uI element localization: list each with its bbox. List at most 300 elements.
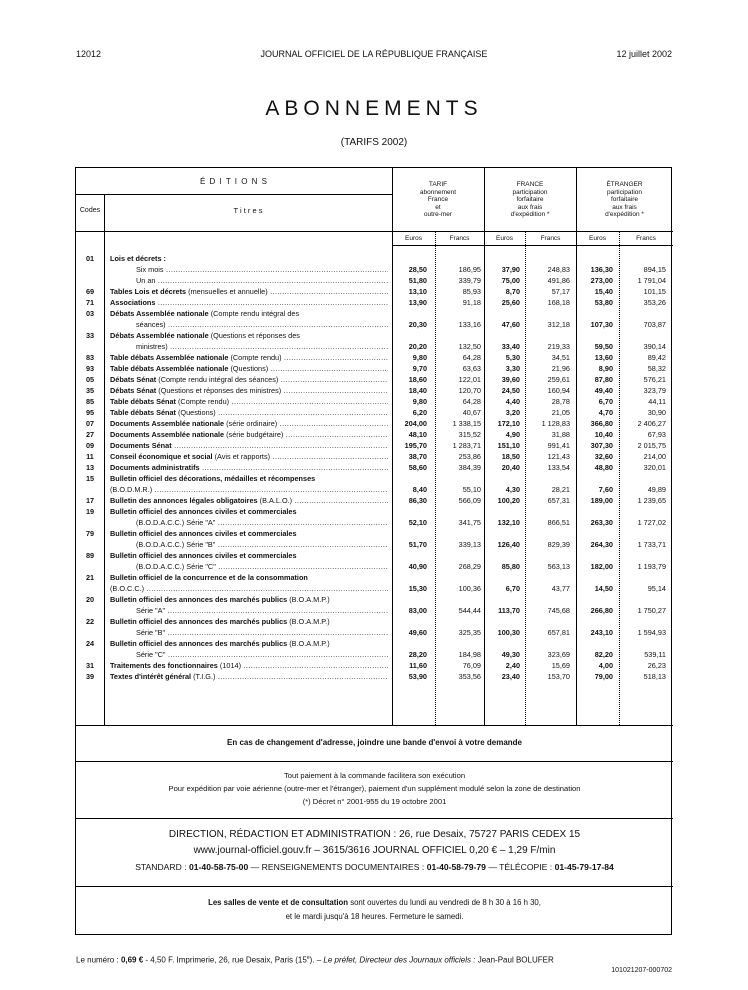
- row-value: 259,61: [547, 375, 570, 384]
- imprint-footer: [76, 955, 672, 965]
- tarif-header-line: et: [435, 203, 441, 211]
- etranger-header-line: d'expédition *: [605, 211, 644, 219]
- row-value: 339,79: [458, 276, 481, 285]
- row-value: 28,20: [408, 650, 427, 659]
- row-value: 353,26: [643, 298, 666, 307]
- row-title-bold: Table débats Assemblée nationale: [110, 353, 229, 362]
- table-row: [76, 561, 673, 572]
- row-title-text: (Questions et réponses des ministres): [156, 386, 282, 395]
- row-title: [110, 462, 388, 473]
- row-value: 76,09: [462, 661, 481, 670]
- unit-francs: Francs: [636, 235, 656, 242]
- row-value: 991,41: [547, 441, 570, 450]
- website-line: www.journal-officiel.gouv.fr – 3615/3616 JOURNAL OFFICIEL 0,20 € – 1,29 F/min: [193, 845, 556, 856]
- document-code: 101021207-000702: [611, 967, 672, 974]
- row-value: 703,87: [643, 320, 666, 329]
- row-value: 341,75: [458, 518, 481, 527]
- payment-line: Tout paiement à la commande facilitera son exécution: [283, 771, 466, 780]
- row-value: 100,30: [497, 628, 520, 637]
- row-value: 657,81: [547, 628, 570, 637]
- row-title-text: (série ordinaire): [224, 419, 278, 428]
- row-title: [110, 583, 388, 594]
- page-subtitle: (TARIFS 2002): [340, 137, 408, 148]
- france-header: [484, 181, 576, 219]
- row-title: [110, 638, 388, 649]
- row-value: 1 239,65: [637, 496, 666, 505]
- row-title-text: Série "C": [136, 650, 166, 659]
- row-title-text: Six mois: [136, 265, 164, 274]
- row-title: [110, 594, 388, 605]
- standard-label: STANDARD :: [135, 862, 187, 872]
- table-row: [76, 308, 673, 319]
- row-title: [110, 352, 388, 363]
- tariff-frame: [75, 167, 672, 935]
- row-value: 14,50: [594, 584, 613, 593]
- row-value: 8,40: [412, 485, 427, 494]
- row-title: [110, 660, 388, 671]
- row-code: 83: [85, 353, 95, 362]
- row-value: 6,70: [598, 397, 613, 406]
- row-value: 182,00: [590, 562, 613, 571]
- row-title: [110, 330, 388, 341]
- decree-note: (*) Décret n° 2001-955 du 19 octobre 2001: [302, 797, 447, 806]
- row-code: 05: [85, 375, 95, 384]
- row-value: 1 750,27: [637, 606, 666, 615]
- row-value: 366,80: [590, 419, 613, 428]
- row-value: 15,30: [408, 584, 427, 593]
- row-title-bold: Bulletin officiel des annonces civiles et commerciales: [110, 529, 297, 538]
- unit-euros: Euros: [589, 235, 606, 242]
- row-value: 13,60: [594, 353, 613, 362]
- row-value: 100,20: [497, 496, 520, 505]
- row-value: 273,00: [590, 276, 613, 285]
- row-title-text: (Compte rendu intégral des séances): [156, 375, 279, 384]
- renseignements-number: 01-40-58-79-79: [426, 862, 486, 872]
- row-value: 20,20: [408, 342, 427, 351]
- row-value: 339,13: [458, 540, 481, 549]
- row-title: [110, 616, 388, 627]
- row-value: 132,10: [497, 518, 520, 527]
- etranger-header-line: aux frais: [612, 203, 637, 211]
- row-value: 894,15: [643, 265, 666, 274]
- row-title-bold: Associations: [110, 298, 156, 307]
- table-row: [76, 671, 673, 682]
- row-code: 95: [85, 408, 95, 417]
- row-title-bold: Lois et décrets :: [110, 254, 166, 263]
- table-row: [76, 407, 673, 418]
- row-value: 4,90: [505, 430, 520, 439]
- page-title: ABONNEMENTS: [265, 97, 483, 120]
- row-value: 657,31: [547, 496, 570, 505]
- row-value: 539,11: [644, 650, 666, 659]
- table-row: [76, 396, 673, 407]
- table-row: [76, 330, 673, 341]
- row-title-text: (B.A.L.O.): [257, 496, 293, 505]
- row-value: 132,50: [458, 342, 481, 351]
- row-title-text: ministres): [136, 342, 168, 351]
- france-header-line: FRANCE: [516, 181, 544, 188]
- row-title-text: (Questions): [175, 408, 216, 417]
- row-value: 30,90: [647, 408, 666, 417]
- address-notice: En cas de changement d'adresse, joindre une bande d'envoi à votre demande: [227, 738, 522, 747]
- etranger-header-line: ÉTRANGER: [606, 181, 643, 188]
- header-rule: [76, 194, 392, 195]
- row-title-text: (série budgétaire): [224, 430, 284, 439]
- row-title: [110, 484, 388, 495]
- table-row: [76, 638, 673, 649]
- row-title-bold: Débats Assemblée nationale: [110, 331, 209, 340]
- table-row: [76, 660, 673, 671]
- section-rule: [76, 725, 673, 726]
- row-title-bold: Table débats Assemblée nationale: [110, 364, 229, 373]
- france-header-line: d'expédition *: [510, 211, 550, 219]
- row-value: 85,80: [501, 562, 520, 571]
- row-value: 121,43: [547, 452, 570, 461]
- row-code: 24: [85, 639, 95, 648]
- row-value: 4,40: [505, 397, 520, 406]
- row-value: 120,70: [458, 386, 481, 395]
- tarif-header-line: outre-mer: [423, 211, 453, 219]
- row-value: 15,40: [594, 287, 613, 296]
- row-value: 133,16: [458, 320, 481, 329]
- row-value: 214,00: [643, 452, 666, 461]
- row-title: [110, 451, 388, 462]
- row-value: 268,29: [458, 562, 481, 571]
- row-title-bold: Tables Lois et décrets: [110, 287, 187, 296]
- row-value: 390,14: [643, 342, 666, 351]
- row-value: 57,17: [551, 287, 570, 296]
- row-value: 20,30: [408, 320, 427, 329]
- row-title: [110, 407, 388, 418]
- separator: —: [488, 862, 497, 872]
- table-row: [76, 418, 673, 429]
- telecopie-number: 01-45-79-17-84: [554, 862, 614, 872]
- row-code: 17: [85, 496, 95, 505]
- row-value: 320,01: [643, 463, 666, 472]
- row-value: 15,69: [551, 661, 570, 670]
- table-row: [76, 352, 673, 363]
- table-row: [76, 506, 673, 517]
- salles-bold: Les salles de vente et de consultation: [208, 898, 349, 907]
- row-value: 186,95: [458, 265, 481, 274]
- row-title: [110, 605, 388, 616]
- row-value: 49,40: [594, 386, 613, 395]
- row-value: 32,60: [594, 452, 613, 461]
- row-title-text: Série "B": [136, 628, 166, 637]
- row-code: 39: [85, 672, 95, 681]
- row-code: 27: [85, 430, 95, 439]
- table-row: [76, 319, 673, 330]
- row-value: 266,80: [590, 606, 613, 615]
- row-value: 168,18: [547, 298, 570, 307]
- row-code: 35: [85, 386, 95, 395]
- row-title: [110, 275, 388, 286]
- row-value: 23,40: [501, 672, 520, 681]
- row-value: 204,00: [404, 419, 427, 428]
- row-title: [110, 374, 388, 385]
- superscript: e: [306, 955, 310, 961]
- row-value: 8,90: [598, 364, 613, 373]
- row-code: 07: [85, 419, 95, 428]
- row-value: 7,60: [598, 485, 613, 494]
- row-value: 21,05: [551, 408, 570, 417]
- row-value: 31,88: [551, 430, 570, 439]
- row-title: [110, 561, 388, 572]
- director-name: Jean-Paul BOLUFER: [477, 955, 554, 965]
- row-title: [110, 308, 388, 319]
- row-value: 5,30: [505, 353, 520, 362]
- table-row: [76, 451, 673, 462]
- row-value: 24,50: [501, 386, 520, 395]
- row-value: 2 015,75: [637, 441, 666, 450]
- tarif-header-line: France: [427, 196, 449, 204]
- row-code: 15: [85, 474, 95, 483]
- etranger-header-line: participation: [606, 188, 643, 196]
- row-code: 21: [85, 573, 95, 582]
- row-value: 1 791,04: [637, 276, 666, 285]
- row-title: [110, 649, 388, 660]
- row-value: 11,60: [409, 661, 427, 670]
- row-value: 312,18: [547, 320, 570, 329]
- row-value: 51,70: [408, 540, 427, 549]
- row-title: [110, 385, 388, 396]
- row-value: 1 128,83: [541, 419, 570, 428]
- row-value: 64,28: [462, 397, 481, 406]
- row-value: 91,18: [462, 298, 481, 307]
- row-value: 153,70: [547, 672, 570, 681]
- header-rule: [76, 231, 673, 232]
- row-title-text: (B.O.D.A.C.C.) Série "C": [136, 562, 216, 571]
- table-row: [76, 616, 673, 627]
- row-value: 37,90: [501, 265, 520, 274]
- salles-line-2: et le mardi jusqu'à 18 heures. Fermeture le samedi.: [285, 912, 464, 921]
- row-value: 2 406,27: [637, 419, 666, 428]
- row-value: 172,10: [497, 419, 520, 428]
- row-title-text: (B.O.A.M.P.): [287, 595, 330, 604]
- separator: —: [250, 862, 260, 872]
- phone-line: [76, 862, 673, 872]
- unit-francs: Francs: [449, 235, 470, 242]
- row-title-bold: Bulletin officiel des annonces civiles et commerciales: [110, 551, 297, 560]
- row-value: 6,70: [505, 584, 520, 593]
- row-title: [110, 319, 388, 330]
- page-number: 12012: [76, 49, 102, 59]
- row-value: 101,15: [643, 287, 666, 296]
- row-title: [110, 572, 388, 583]
- row-value: 21,96: [551, 364, 570, 373]
- table-row: [76, 473, 673, 484]
- table-row: [76, 374, 673, 385]
- imprint-text-end: ). –: [309, 955, 322, 965]
- salles-line: [76, 898, 673, 907]
- row-value: 184,98: [458, 650, 481, 659]
- row-title-text: (Compte rendu): [228, 353, 282, 362]
- row-value: 48,80: [594, 463, 613, 472]
- row-value: 83,00: [408, 606, 427, 615]
- row-code: 11: [86, 452, 94, 461]
- table-row: [76, 429, 673, 440]
- row-value: 136,30: [590, 265, 613, 274]
- row-code: 85: [85, 397, 95, 406]
- row-title: [110, 473, 388, 484]
- row-code: 22: [85, 617, 95, 626]
- france-header-line: participation: [512, 188, 548, 196]
- row-value: 1 594,93: [637, 628, 666, 637]
- row-title-bold: Débats Sénat: [110, 375, 157, 384]
- row-title-bold: Documents Sénat: [110, 441, 172, 450]
- row-value: 64,28: [462, 353, 481, 362]
- row-value: 248,83: [547, 265, 570, 274]
- row-title-bold: Bulletin des annonces légales obligatoires: [110, 496, 258, 505]
- row-value: 39,60: [501, 375, 520, 384]
- table-row: [76, 297, 673, 308]
- row-value: 3,20: [505, 408, 520, 417]
- row-title-bold: Conseil économique et social: [110, 452, 213, 461]
- row-title-text: (Questions): [228, 364, 269, 373]
- row-title: [110, 253, 388, 264]
- table-row: [76, 440, 673, 451]
- table-row: [76, 495, 673, 506]
- row-value: 133,54: [547, 463, 570, 472]
- row-value: 18,60: [408, 375, 427, 384]
- titres-label: T i t r e s: [233, 206, 263, 215]
- row-value: 55,10: [462, 485, 481, 494]
- row-value: 1 283,71: [452, 441, 481, 450]
- row-value: 113,70: [498, 606, 520, 615]
- row-value: 49,60: [408, 628, 427, 637]
- row-value: 518,13: [643, 672, 666, 681]
- row-value: 47,60: [501, 320, 520, 329]
- row-value: 384,39: [458, 463, 481, 472]
- row-code: 89: [85, 551, 95, 560]
- row-value: 86,30: [408, 496, 427, 505]
- row-value: 38,70: [408, 452, 427, 461]
- row-value: 4,70: [598, 408, 613, 417]
- tarif-header-line: TARIF: [428, 181, 448, 188]
- row-code: 01: [85, 254, 95, 263]
- row-code: 19: [85, 507, 95, 516]
- row-value: 544,44: [458, 606, 481, 615]
- row-title-bold: Table débats Sénat: [110, 397, 176, 406]
- editions-label: É D I T I O N S: [199, 177, 269, 186]
- row-value: 1 193,79: [637, 562, 666, 571]
- row-value: 189,00: [590, 496, 613, 505]
- table-row: [76, 385, 673, 396]
- row-value: 219,33: [547, 342, 570, 351]
- france-header-line: aux frais: [517, 203, 543, 211]
- row-value: 1 733,71: [637, 540, 666, 549]
- row-value: 49,89: [647, 485, 666, 494]
- row-title-text: (Questions et réponses des: [208, 331, 300, 340]
- row-title-bold: Bulletin officiel des décorations, médailles et récompenses: [110, 474, 316, 483]
- etranger-header-line: forfaitaire: [610, 196, 639, 204]
- row-title-bold: Documents administratifs: [110, 463, 200, 472]
- row-value: 13,90: [408, 298, 427, 307]
- row-value: 4,30: [505, 485, 520, 494]
- row-title-text: (B.O.D.M.R.): [110, 485, 153, 494]
- row-value: 53,90: [408, 672, 427, 681]
- row-title-bold: Bulletin officiel de la concurrence et de la consommation: [110, 573, 308, 582]
- row-title-text: (B.O.D.A.C.C.) Série "A": [136, 518, 216, 527]
- row-title: [110, 297, 388, 308]
- row-value: 563,13: [547, 562, 570, 571]
- row-value: 151,10: [497, 441, 520, 450]
- direction-address: DIRECTION, RÉDACTION ET ADMINISTRATION : 26, rue Desaix, 75727 PARIS CEDEX 15: [168, 829, 581, 840]
- row-value: 263,30: [590, 518, 613, 527]
- unit-francs: Francs: [540, 235, 561, 242]
- row-title-bold: Débats Sénat: [110, 386, 157, 395]
- row-value: 160,94: [547, 386, 570, 395]
- row-value: 9,80: [412, 353, 427, 362]
- row-value: 28,21: [551, 485, 570, 494]
- row-title-bold: Table débats Sénat: [110, 408, 176, 417]
- row-value: 18,50: [501, 452, 520, 461]
- table-row: [76, 253, 673, 264]
- row-value: 9,70: [412, 364, 427, 373]
- row-title-bold: Débats Assemblée nationale: [110, 309, 209, 318]
- row-value: 566,09: [458, 496, 481, 505]
- row-value: 491,86: [547, 276, 570, 285]
- row-value: 4,00: [598, 661, 613, 670]
- row-value: 10,40: [594, 430, 613, 439]
- table-row: [76, 583, 673, 594]
- row-title-bold: Textes d'intérêt général: [110, 672, 192, 681]
- table-row: [76, 286, 673, 297]
- row-value: 2,40: [505, 661, 520, 670]
- row-value: 51,80: [408, 276, 427, 285]
- row-title: [110, 539, 388, 550]
- row-value: 107,30: [590, 320, 613, 329]
- imprint-text: - 4,50 F. Imprimerie, 26, rue Desaix, Paris (15: [145, 955, 307, 965]
- section-rule: [76, 761, 673, 762]
- row-title: [110, 528, 388, 539]
- row-title: [110, 286, 388, 297]
- row-value: 87,80: [594, 375, 613, 384]
- table-row: [76, 539, 673, 550]
- row-title-bold: Bulletin officiel des annonces des marchés publics: [110, 617, 288, 626]
- tarif-header: [392, 181, 484, 219]
- issue-date: 12 juillet 2002: [616, 49, 672, 59]
- france-header-line: forfaitaire: [516, 196, 544, 204]
- row-value: 264,30: [590, 540, 613, 549]
- row-value: 829,39: [547, 540, 570, 549]
- row-value: 18,40: [408, 386, 427, 395]
- salles-hours: sont ouvertes du lundi au vendredi de 8 h 30 à 16 h 30,: [348, 898, 541, 907]
- row-title-bold: Documents Assemblée nationale: [110, 419, 225, 428]
- table-row: [76, 627, 673, 638]
- row-value: 315,52: [458, 430, 481, 439]
- row-value: 67,93: [647, 430, 666, 439]
- row-title: [110, 517, 388, 528]
- row-title-text: (T.I.G.): [191, 672, 216, 681]
- row-title-text: (B.O.A.M.P.): [287, 639, 330, 648]
- row-code: 71: [85, 298, 95, 307]
- row-value: 243,10: [590, 628, 613, 637]
- row-value: 195,70: [404, 441, 427, 450]
- row-value: 34,51: [551, 353, 570, 362]
- row-title-text: Un an: [136, 276, 156, 285]
- table-row: [76, 275, 673, 286]
- row-value: 323,79: [643, 386, 666, 395]
- row-title-bold: Bulletin officiel des annonces des marchés publics: [110, 595, 288, 604]
- row-title: [110, 506, 388, 517]
- table-row: [76, 341, 673, 352]
- row-value: 353,56: [458, 672, 481, 681]
- table-row: [76, 528, 673, 539]
- row-value: 40,67: [462, 408, 481, 417]
- row-value: 100,36: [458, 584, 481, 593]
- row-title: [110, 363, 388, 374]
